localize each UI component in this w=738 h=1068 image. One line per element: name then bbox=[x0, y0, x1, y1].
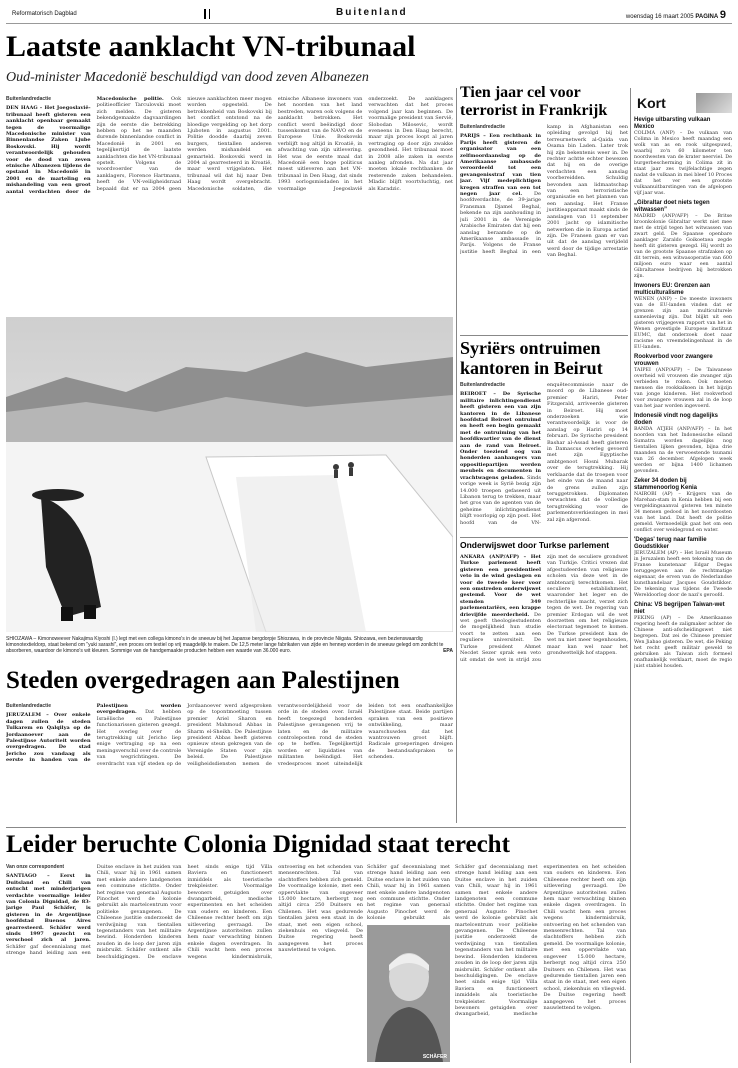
main-body: Ook politieofficier Tarculovski moet zich melden. De gisteren bekendgemaakte dagvaardingen zijn de eerste die betrekking hebben op het ne maanden durende binnenlandse conflict in Macedonië in 2001 en tegelijkertijd de laatste aanklachten die het VN-tribunaal opstelt. Volgens de woordvoerder van de aanklagers, Florence Hartmann, heeft de VN-veiligheidsraad bepaald dat er na 2004 geen nieuwe aanklachten meer mogen worden opgesteld. De betrokkenheid van Boskovski bij het conflict ontstond na de bloedige vergelding op het dorp Ljuboten in augustus 2001. Politie doodde daarbij zeven burgers, tientallen anderen werden mishandeld en gemarteld. Boskovski werd in 2004 al gearresteerd in Kroatië, maar werd vrijgelaten. Het tribunaal wil dat hij naar Den Haag wordt overgebracht. Macedonische soldaten, die etnische Albanese inwoners van het noorden van het land bestreden, waren ook volgens de aanklacht betrokken. Het conflict werd beëindigd door tussenkomst van de NAVO en de Europese Unie. Boskovski verblijft nog altijd in Kroatië, in afwachting van zijn uitlevering. Het was de eerste maal dat Macedonië een hoge politicus moest uitleveren aan het VN-tribunaal in Den Haag, dat sinds 1993 oorlogsmisdaden in het voormalige Joegoslavië onderzoekt. De aanklagers verwachten dat het proces volgend jaar kan beginnen. De voormalige president van Servië, Slobodan Milosevic, wordt eveneens in Den Haag berecht, maar zijn proces loopt al jaren vertraging op door zijn zwakke gezondheid. Het tribunaal moet in 2008 alle zaken in eerste aanleg afronden. Na dat jaar moeten lokale rechtbanken de resterende zaken behandelen. Mladic blijft voortvluchtig, net als Karadzic. bbox=[96, 96, 453, 192]
turkey-lead: ANKARA (ANP/AFP) – Het Turkse parlement heeft gisteren een presidentieel veto in de wind geslagen en voor de tweede keer voor een omstreden onderwijswet gestemd. Voor de wet stemden 349 parlementariërs, een krappe drievijfde meerderheid. bbox=[460, 554, 541, 618]
terror-article-body bbox=[460, 124, 628, 332]
turkey-headline: Onderwijswet door Turkse parlement bbox=[460, 540, 610, 550]
page-number: 9 bbox=[719, 9, 726, 21]
kort-item bbox=[634, 602, 732, 670]
kort-item-body: PEKING (AP) – De Amerikaanse regering heeft de zaligmaker achter de Chinese anti-afscheidingswet niet begrepen. Dat zei de Chinese premier Wen Jiabao gisteren. De wet, die Peking het recht geeft militair geweld te gebruiken als Taiwan zich formeel onafhankelijk verklaart, moet de regio juist stabiel houden. bbox=[634, 616, 732, 669]
turkey-body: De wet geeft theologiestudenten de mogelijkheid hun studie voort te zetten aan een reguliere universiteit. De Turkse president Ahmet Necdet Sezer sprak een veto uit omdat de wet in strijd zou zijn met de seculiere grondwet van Turkije. Critici vrezen dat afgestudeerden van religieuze scholen via deze wet in de ambtenarij terechtkomen. Het seculiere establishment, waaronder het leger en de rechterlijke macht, verzet zich tegen de wet. De regering van premier Erdogan wil de wet doorzetten om het religieuze electoraat tegemoet te komen. De Turkse president kan de wet nu niet meer tegenhouden, maar kan wel naar het grondwettelijk hof stappen. bbox=[460, 554, 628, 663]
page-header bbox=[6, 6, 732, 24]
syria-lead: BEIROET – De Syrische militaire inlichtingendienst heeft gisteren een van zijn kantoren in de Libanese hoofdstad Beiroet ontruimd en heeft een begin gemaakt met de ontruiming van het hoofdkwartier van de dienst aan de rand van Beiroet. Onder toeziend oog van honderden aanhangers van oppositiepartijen werden meubels en documenten in vrachtwagens geladen. bbox=[460, 391, 541, 481]
kort-item-body: COLIMA (ANP) – De vulkaan van Colima in Mexico heeft maandag een wolk van as en rook uitgespuwd, waarbij zo'n 60 kilometer ten noordwesten van de krater neerviel. De burgerbescherming in Colima zit in staat jaar zes twijfelachtige zegen nadat de vulkaan in mei bleef 10 Proces dat het ver een grootste vulkaanuitbarstingen van de afgelopen vijf jaar was. bbox=[634, 131, 732, 196]
kort-item-body: WENEN (ANP) – De meeste inwoners van de EU-landen vinden dat er grenzen zijn aan multiculturele samenleving zijn. Dat blijkt uit een gisteren vrijgegeven rapport van het in Wenen gevestigde Europese instituut EUMC, dat onderzoek doet naar racisme en vreemdelingenhaat in de EU-landen. bbox=[634, 297, 732, 350]
kort-item bbox=[634, 354, 732, 410]
main-lead: DEN HAAG – Het Joegoslavië-tribunaal heeft gisteren een aanklacht openbaar gemaakt tegen de voormalige Macedonische minister van Binnenlandse Zaken Ljube Boskovski. Hij wordt verantwoordelijk gehouden voor de dood van zeven etnische Albanezen tijdens de opstand in Macedonië in 2001 en de marteling en mishandeling van een groot aantal verdachten door de Macedonische politie. bbox=[6, 96, 164, 195]
kort-item-body: TAIPEI (ANP/AFP) – De Taiwanese overheid wil vrouwen die zwanger zijn verbieden te roken. Ook moeten mensen die rookkalkoen in het bijzijn van jonge kinderen. Het rookverbod voor zwangere vrouwen zal in de loop van het jaar worden ingevoerd. bbox=[634, 368, 732, 409]
main-rubric: Buitenlandredactie bbox=[6, 96, 52, 102]
kort-item-heading: Indonesië vindt nog dagelijks doden bbox=[634, 413, 719, 426]
chile-body: Schäfer gaf decennialang met strenge hand leiding aan een Duitse enclave in het zuiden van Chili, waar hij in 1961 samen met enkele andere landgenoten een commune stichtte. Onder het regime van generaal Augusto Pinochet werd de kolonie gebruikt als martelcentrum voor politieke gevangenen. De Chileense justitie onderzoekt de verdwijning van tientallen tegenstanders van het militaire bewind. Honderden kinderen zouden in de loop der jaren zijn misbruikt. Schäfer ontkent alle beschuldigingen. De enclave heet sinds enige tijd Villa Baviera en functioneert inmiddels als toeristische trekpleister. Voormalige bewoners getuigden over dwangarbeid, medische experimenten en het scheiden van ouders en kinderen. Een Chileense rechter heeft om zijn uitlevering gevraagd. De Argentijnse autoriteiten zullen hem naar verwachting binnen enkele dagen overdragen. In Chili wacht hem een proces wegens kindermisbruik, ontvoering en het schenden van mensenrechten. Tal van slachtoffers hebben zich gemeld. De voormalige kolonie, met een oppervlakte van ongeveer 15.000 hectare, herbergt nog altijd circa 250 Duitsers en Chilenen. Het was gedurende tientallen jaren een staat in de staat, met een eigen school, ziekenhuis en vliegveld. De Duitse regering heeft aangegeven het proces nauwlettend te volgen. bbox=[6, 864, 363, 960]
page-label: PAGINA bbox=[695, 14, 719, 20]
kort-item-heading: Hevige uitbarsting vulkaan Mexico bbox=[634, 117, 711, 130]
kort-globe-image bbox=[696, 93, 732, 113]
chile-lead: SANTIAGO – Eerst in Duitsland en Chili van ontucht met minderjarigen verdachte voormalige leider van Colonia Dignidad, de 83-jarige Paul Schäfer, is gisteren in de Argentijnse hoofdstad Buenos Aires gearresteerd. Schäfer werd sinds 1997 gezocht en verschool zich al jaren. bbox=[6, 873, 91, 944]
chile-body-continued: Schäfer gaf decennialang met strenge hand leiding aan een Duitse enclave in het zuiden van Chili, waar hij in 1961 samen met enkele andere landgenoten een commune stichtte. Onder het regime van generaal Augusto Pinochet werd de kolonie gebruikt als bbox=[367, 864, 450, 922]
syria-body: Sinds vorige week is Syrië bezig zijn 14.000 troepen gefaseerd uit Libanon terug te trekken, maar het gros van de agenten van de geheime inlichtingendienst blijft voorlopig op zijn post. Het hoofd van de VN-enquêtecommissie naar de moord op de Libanese oud-premier Hariri, Peter Fitzgerald, arriveerde gisteren in Beiroet. Hij moet onderzoeken wie verantwoordelijk is voor de aanslag op Hariri op 14 februari. De Syrische president Bashar al-Assad heeft gisteren in Damascus overleg gevoerd met zijn Egyptische ambtgenoot Hosni Mubarak over de terugtrekking. Hij verklaarde dat de troepen voor het einde van de maand naar de grens zullen zijn teruggetrokken. Diplomaten verwachten dat de volledige terugtrekking voor de parlementsverkiezingen in mei zal zijn afgerond. bbox=[460, 382, 628, 526]
terror-headline: Tien jaar cel voor terrorist in Frankrijk bbox=[460, 84, 608, 119]
turkey-article-body bbox=[460, 554, 628, 822]
syria-headline: Syriërs ontruimen kantoren in Beirut bbox=[460, 338, 603, 378]
syria-article-body bbox=[460, 382, 628, 534]
chile-body-right: Schäfer gaf decennialang met strenge hand leiding aan een Duitse enclave in het zuiden van Chili, waar hij in 1961 samen met enkele andere landgenoten een commune stichtte. Onder het regime van generaal Augusto Pinochet werd de kolonie gebruikt als martelcentrum voor politieke gevangenen. De Chileense justitie onderzoekt de verdwijning van tientallen tegenstanders van het militaire bewind. Honderden kinderen zouden in de loop der jaren zijn misbruikt. Schäfer ontkent alle beschuldigingen. De enclave heet sinds enige tijd Villa Baviera en functioneert inmiddels als toeristische trekpleister. Voormalige bewoners getuigden over dwangarbeid, medische experimenten en het scheiden van ouders en kinderen. Een Chileense rechter heeft om zijn uitlevering gevraagd. De Argentijnse autoriteiten zullen hem naar verwachting binnen enkele dagen overdragen. In Chili wacht hem een proces wegens kindermisbruik, ontvoering en het schenden van mensenrechten. Tal van slachtoffers hebben zich gemeld. De voormalige kolonie, met een oppervlakte van ongeveer 15.000 hectare, herbergt nog altijd circa 250 Duitsers en Chilenen. Het was gedurende tientallen jaren een staat in de staat, met een eigen school, ziekenhuis en vliegveld. De Duitse regering heeft aangegeven het proces nauwlettend te volgen. bbox=[455, 864, 626, 1018]
main-headline: Laatste aanklacht VN-tribunaal bbox=[6, 30, 416, 63]
kort-item-heading: China: VS begrijpen Taiwan-wet niet bbox=[634, 602, 725, 615]
separator-syria bbox=[460, 335, 628, 336]
kort-item bbox=[634, 537, 732, 599]
gaza-headline: Steden overgedragen aan Palestijnen bbox=[6, 667, 400, 694]
kort-item bbox=[634, 478, 732, 534]
chile-article-body bbox=[6, 864, 363, 1062]
kort-section-header bbox=[632, 93, 732, 113]
separator-turkey bbox=[460, 537, 628, 538]
syria-rubric: Buitenlandredactie bbox=[460, 382, 506, 388]
terror-body: De hoofdverdachte, de 39-jarige Fransman Djamel Beghal, bekende na zijn aanhouding in juli 2001 in de Verenigde Arabische Emiraten dat hij een aanslag beraamde op de Amerikaanse ambassade in Parijs. Volgens de Franse justitie heeft Beghal in een kamp in Afghanistan een opleiding gevolgd bij het terreurnetwerk al-Qaida van Osama bin Laden. Later trok hij zijn bekentenis weer in. De rechter achtte echter bewezen dat hij en de overige verdachten een aanslag voorbereidden. Schuldig bevonden aan lidmaatschap van een terroristische organisatie en het plannen van een aanslag. Het Franse justitieapparaat maakt sinds de aanslagen van 11 september 2001 jacht op islamitische netwerken die in Europa actief zijn. De Fransen gaan er van uit dat de aanslag verijdeld werd door de tijdige arrestatie van Beghal. bbox=[460, 124, 628, 259]
gaza-rubric: Buitenlandredactie bbox=[6, 703, 52, 709]
chile-headline: Leider beruchte Colonia Dignidad staat terecht bbox=[6, 831, 510, 858]
photo-caption bbox=[6, 636, 453, 654]
section-title: Buitenland bbox=[336, 7, 408, 18]
gaza-article-body bbox=[6, 703, 453, 823]
date: woensdag 16 maart 2005 bbox=[625, 14, 694, 20]
photo-caption-text: SHIOZAWA – Kimonoweever Nakajima Kiyoshi (l.) legt met een collega kimono's in de sneeuw bij het Japanse bergdorpje Shiozawa, in de provincie Niigata. Shiozawa, een bezienswaardig kimonotextieldorp, staat bekend om "yuki sarashi", een proces om textiel op vrij maagdelijk te maken. De 12,5 meter lange fabrikaten van zijde en hennep worden in de sneeuw gelegd om zonlicht te absorberen, waardoor de kimono's wit kleuren. Sommige van de handgemaakte producten hebben een waarde van 36.000 euro. bbox=[6, 636, 444, 654]
kort-item-body: BANDA ATJEH (ANP/AFP) – In het noorden van het Indonesische eiland Sumatra worden dagelijks nog tientallen lijken gevonden, bijna drie maanden na de verwoestende tsunami van 26 december. Afgelopen week werden er bijna 1400 lichamen gevonden. bbox=[634, 427, 732, 474]
kort-item bbox=[634, 117, 732, 197]
kort-item-heading: Zeker 34 doden bij stammenoorlog Kenia bbox=[634, 478, 698, 491]
schafer-portrait bbox=[367, 925, 450, 1062]
kimono-snow-photo bbox=[6, 317, 453, 632]
kort-item bbox=[634, 200, 732, 280]
main-article-body bbox=[6, 96, 453, 308]
kort-item-body: NAIROBI (AP) – Krijgers van de Marehan-stam in Kenia hebben bij een vergeldingsaanval gisteren ten minste 34 mensen gedood in het noordoosten van het land. Dat heeft de politie gemeld. Vermoedelijk gaat het om een conflict over weidegrond en water. bbox=[634, 492, 732, 533]
snow-scene-illustration bbox=[6, 317, 453, 632]
kort-title: Kort bbox=[637, 95, 666, 111]
terror-rubric: Buitenlandredactie bbox=[460, 124, 506, 130]
portrait-illustration bbox=[367, 925, 450, 1062]
chile-article-body-right bbox=[455, 864, 626, 1062]
gaza-lead: JERUZALEM – Over enkele dagen zullen de steden Tulkarem en Qalqilya op de Jordaanoever aan de Palestijnse Autoriteit worden overgedragen. De stad Jericho zou vandaag als eerste in handen van de Palestijnen worden overgedragen. bbox=[6, 703, 182, 764]
portrait-label: SCHÄFER bbox=[422, 1054, 447, 1060]
barcode-ornament bbox=[204, 9, 210, 19]
kort-item-heading: „Gibraltar doet niets tegen witwassen” bbox=[634, 200, 710, 213]
newspaper-name: Reformatorisch Dagblad bbox=[12, 11, 77, 17]
photo-credit: EPA bbox=[443, 648, 453, 654]
page-info bbox=[626, 9, 726, 21]
column-divider-kort bbox=[630, 88, 631, 1063]
column-divider bbox=[456, 88, 457, 823]
kort-item-heading: Rookverbod voor zwangere vrouwen bbox=[634, 354, 713, 367]
main-subheadline: Oud-minister Macedonië beschuldigd van dood zeven Albanezen bbox=[6, 70, 369, 85]
chile-article-body-continued bbox=[367, 864, 450, 922]
kort-list bbox=[634, 114, 732, 1062]
kort-item-body: JERUZALEM (AP) – Het Israël Museum in Jeruzalem heeft een tekening van de Franse kunstenaar Edgar Degas teruggegeven aan de rechtmatige eigenaar, de erven van de Nederlandse kunsthandelaar Jacques Goudstikker. De tekening was tijdens de Tweede Wereldoorlog door de nazi's geroofd. bbox=[634, 551, 732, 598]
terror-lead: PARIJS – Een rechtbank in Parijs heeft gisteren de organisator van een zelfmoordaanslag op de Amerikaanse ambassade veroordeeld tot een gevangenisstraf van tien jaar. Vijf medeplichtigen kregen straffen van een tot negen jaar cel. bbox=[460, 133, 541, 198]
chile-rubric: Van onze correspondent bbox=[6, 864, 65, 870]
kort-item bbox=[634, 413, 732, 475]
kort-item-body: MADRID (ANP/AFP) – De Britse kroonkolonie Gibraltar werkt niet mee met de strijd tegen het witwassen van zwart geld. De Spaanse openbare aanklager Zaraldo Goikoetxea zegde heeft dit gisteren gezegd. Hij wordt zo van de grootste Spaanse strafzaken op dit terrein, een witwasoperatie van 600 miljoen euro waar een aantal Gibraltarese bedrijven bij betrokken zijn. bbox=[634, 214, 732, 279]
kort-item-heading: 'Degas' terug naar familie Goudstikker bbox=[634, 537, 707, 550]
gaza-body: Dat hebben Israëlische en Palestijnse functionarissen gisteren gezegd. Het overleg over de terugtrekking uit Jericho liep enige vertraging op na een meningsverschil over de controle van wegrichtingen. De overdracht van vijf steden op de Jordaanoever werd afgesproken op de topontmoeting tussen premier Ariel Sharon en president Mahmoud Abbas in Sharm el-Sheikh. De Palestijnse president Abbas heeft gisteren opnieuw steun gekregen van de Verenigde Staten voor zijn beleid. De Palestijnse veiligheidsdiensten nemen de verantwoordelijkheid voor de orde in de steden over. Israël heeft toegezegd honderden Palestijnse gevangenen vrij te laten en de militaire controleposten rond de steden op te heffen. Tegelijkertijd worden er liquidaties van militanten beëindigd. Het vredesproces moet uiteindelijk leiden tot een onafhankelijke Palestijnse staat. Beide partijen spraken van een positieve ontwikkeling, maar waarschuwden dat het wantrouwen groot blijft. Radicale groeperingen dreigen de bestandsafspraken te schenden. bbox=[96, 703, 453, 767]
kort-item-heading: Inwoners EU: Grenzen aan multiculturalisme bbox=[634, 283, 711, 296]
separator-line bbox=[6, 827, 626, 828]
kort-item bbox=[634, 283, 732, 351]
